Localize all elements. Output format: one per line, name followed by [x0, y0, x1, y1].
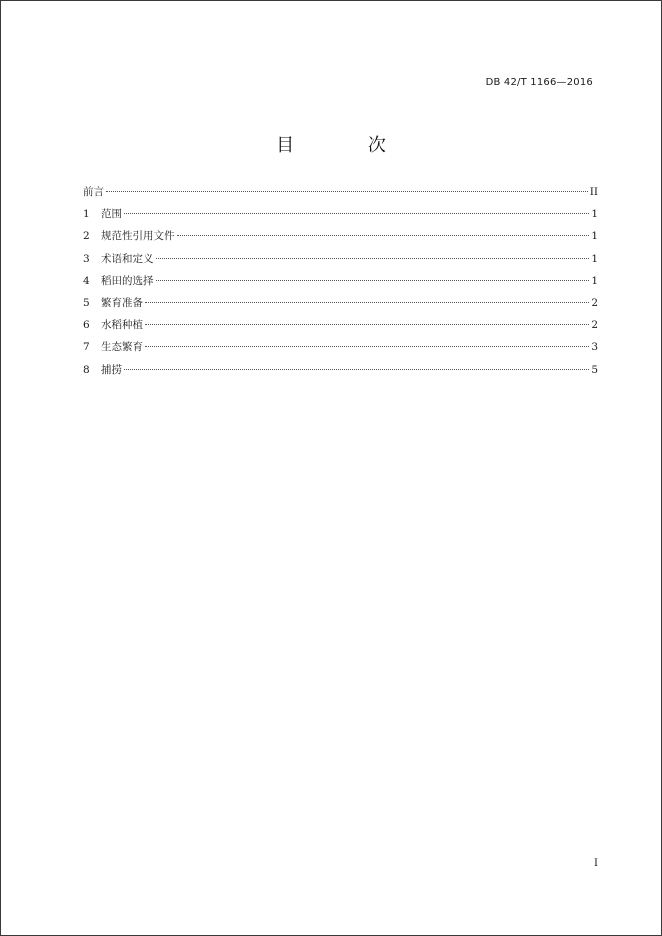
toc-leader-dots — [124, 213, 589, 214]
toc-entry-number: 4 — [83, 274, 90, 287]
toc-entry-page: 1 — [591, 208, 598, 221]
toc-leader-dots — [177, 235, 590, 236]
toc-entry-label: 前言 — [83, 186, 104, 198]
toc-entry-page: 1 — [591, 274, 598, 287]
toc-entry-page: 3 — [591, 341, 598, 354]
toc-entry-number: 5 — [83, 296, 90, 309]
toc-entry-number: 2 — [83, 230, 90, 243]
toc-entry-number: 8 — [83, 363, 90, 376]
toc-entry-label: 水稻种植 — [101, 319, 143, 332]
toc-entry-label: 范围 — [101, 208, 122, 221]
toc-entry-7[interactable] — [83, 339, 598, 361]
toc-entry-6[interactable] — [83, 317, 598, 339]
toc-entry-label: 繁育准备 — [101, 296, 143, 309]
toc-entry-label: 术语和定义 — [101, 252, 154, 265]
toc-entry-page: 2 — [591, 319, 598, 332]
toc-entry-number: 3 — [83, 252, 90, 265]
toc-entry-page: II — [589, 186, 598, 198]
toc-leader-dots — [145, 302, 589, 303]
toc-leader-dots — [156, 258, 590, 259]
toc-entry-label: 捕捞 — [101, 363, 122, 376]
toc-entry-8[interactable] — [83, 362, 598, 384]
toc-entry-3[interactable] — [83, 251, 598, 273]
toc-leader-dots — [124, 369, 589, 370]
toc-entry-page: 5 — [591, 363, 598, 376]
toc-entry-number: 1 — [83, 208, 90, 221]
toc-entry-number: 7 — [83, 341, 90, 354]
toc-leader-dots — [145, 346, 589, 347]
toc-entry-1[interactable] — [83, 206, 598, 228]
toc-entry-page: 1 — [591, 252, 598, 265]
toc-entry-2[interactable] — [83, 228, 598, 250]
toc-leader-dots — [106, 191, 588, 192]
standard-code: DB 42/T 1166—2016 — [485, 77, 593, 88]
toc-entry-page: 1 — [591, 230, 598, 243]
table-of-contents — [83, 184, 598, 384]
toc-entry-page: 2 — [591, 296, 598, 309]
toc-leader-dots — [145, 324, 589, 325]
toc-entry-5[interactable] — [83, 295, 598, 317]
toc-title: 目 次 — [276, 135, 420, 156]
toc-entry-foreword[interactable] — [83, 184, 598, 206]
toc-entry-label: 稻田的选择 — [101, 274, 154, 287]
toc-entry-label: 生态繁育 — [101, 341, 143, 354]
toc-entry-number: 6 — [83, 319, 90, 332]
page-number: I — [594, 858, 598, 869]
toc-entry-4[interactable] — [83, 273, 598, 295]
toc-entry-label: 规范性引用文件 — [101, 230, 175, 243]
toc-leader-dots — [156, 280, 590, 281]
